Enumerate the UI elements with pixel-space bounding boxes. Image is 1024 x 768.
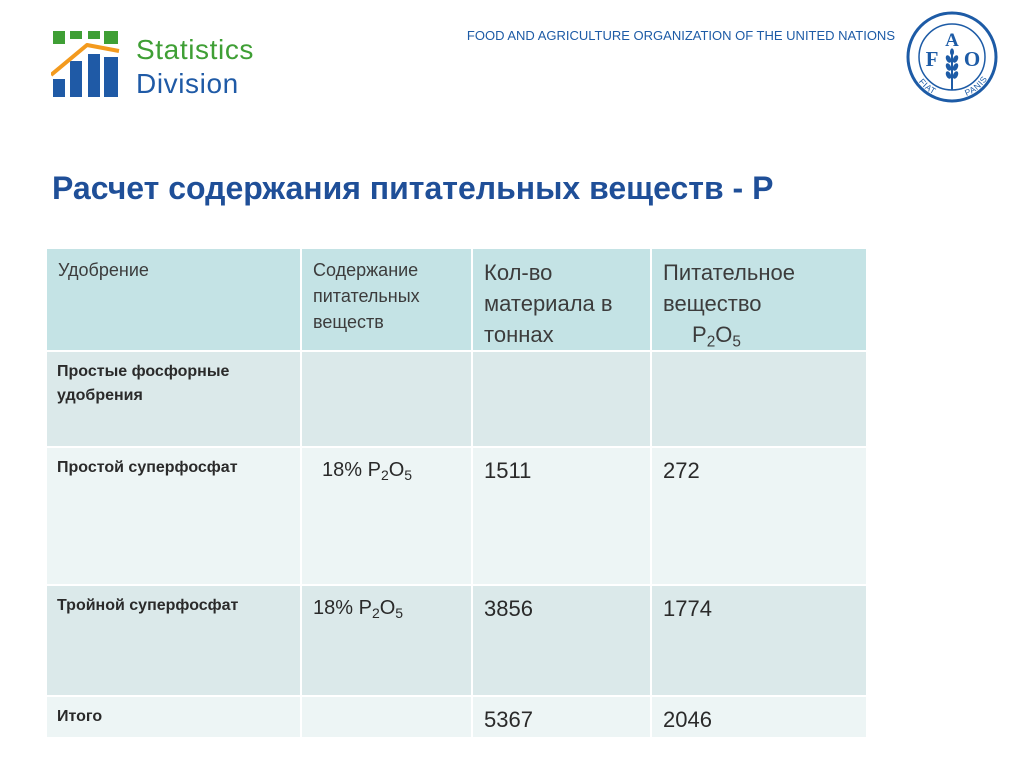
formula-part: O	[379, 597, 396, 619]
nutrient-cell	[651, 351, 867, 447]
fao-letter-a: A	[945, 30, 959, 51]
column-header-nutrient-label: Питательное вещество	[663, 260, 795, 316]
logo-blue-bars	[53, 54, 118, 97]
quantity-cell	[472, 351, 651, 447]
table-header-row	[46, 248, 867, 351]
column-header-quantity: Кол-во материала в тоннах	[472, 248, 651, 351]
fertilizer-cell: Итого	[46, 696, 301, 738]
formula-subscript: 5	[395, 604, 404, 621]
formula-subscript: 2	[380, 466, 389, 483]
nutrient-cell: 2046	[651, 696, 867, 738]
formula-part: P	[692, 322, 707, 347]
logo-bar	[88, 54, 100, 97]
logo-block	[53, 31, 65, 44]
formula-subscript: 2	[371, 604, 380, 621]
table-row	[46, 447, 867, 585]
nutrient-content-cell	[301, 447, 472, 585]
quantity-cell: 3856	[472, 585, 651, 696]
logo-bar	[70, 61, 82, 97]
nutrient-cell: 272	[651, 447, 867, 585]
phosphorus-nutrient-table	[45, 247, 868, 739]
formula-part: O	[388, 459, 405, 481]
nutrient-content-cell	[301, 696, 472, 738]
organization-name: FOOD AND AGRICULTURE ORGANIZATION OF THE UNITED NATIONS	[466, 28, 895, 43]
logo-green-blocks	[53, 31, 118, 44]
column-header-nutrient-content: Содержание питательных веществ	[301, 248, 472, 351]
fao-motto-panis: PANIS	[963, 73, 990, 98]
table-row	[46, 351, 867, 447]
fao-motto-fiat: FIAT	[917, 76, 938, 97]
nutrient-content-cell	[301, 585, 472, 696]
formula-part: 18% P	[313, 597, 372, 619]
nutrient-content-cell	[301, 351, 472, 447]
division-label: Division	[136, 68, 239, 99]
nutrient-cell: 1774	[651, 585, 867, 696]
formula-subscript: 5	[732, 333, 741, 351]
formula-part: O	[715, 322, 733, 347]
logo-block	[104, 31, 118, 44]
column-header-fertilizer: Удобрение	[46, 248, 301, 351]
table-row-total	[46, 696, 867, 738]
fao-letter-f: F	[925, 47, 939, 71]
statistics-division-wordmark	[136, 33, 254, 101]
statistics-division-logo	[51, 29, 121, 99]
column-header-nutrient	[651, 248, 867, 351]
nutrient-formula	[663, 319, 856, 350]
quantity-cell: 1511	[472, 447, 651, 585]
statistics-label: Statistics	[136, 34, 255, 65]
slide-title: Расчет содержания питательных веществ - Р	[52, 170, 774, 206]
table-row	[46, 585, 867, 696]
logo-block	[70, 31, 82, 39]
fertilizer-cell: Простой суперфосфат	[46, 447, 301, 585]
logo-block	[88, 31, 100, 39]
fertilizer-cell: Простые фосфорные удобрения	[46, 351, 301, 447]
formula-subscript: 2	[706, 333, 716, 351]
statistics-division-icon	[51, 29, 121, 99]
fertilizer-cell: Тройной суперфосфат	[46, 585, 301, 696]
fao-letter-o: O	[963, 47, 981, 71]
logo-bar	[104, 57, 118, 97]
formula-part: 18% P	[322, 459, 381, 481]
fao-logo	[906, 11, 998, 103]
quantity-cell: 5367	[472, 696, 651, 738]
logo-bar	[53, 79, 65, 97]
formula-subscript: 5	[404, 466, 413, 483]
